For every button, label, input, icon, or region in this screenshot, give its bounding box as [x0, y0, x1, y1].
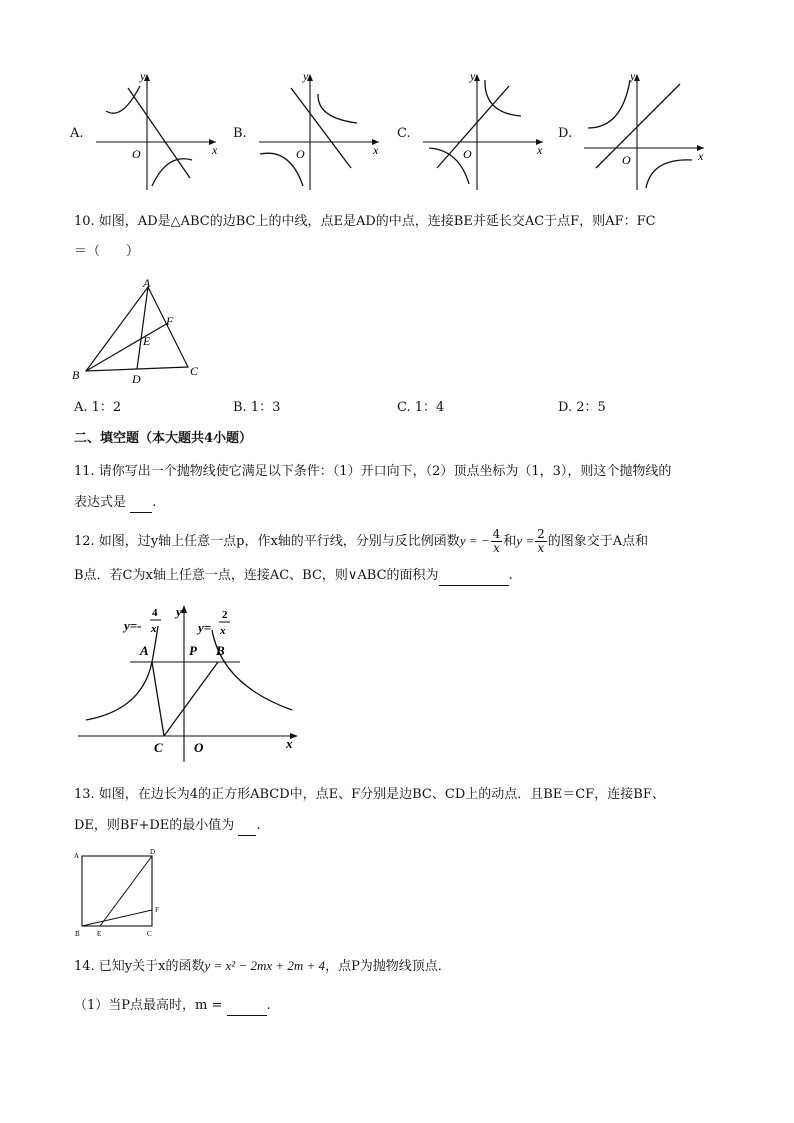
svg-text:O: O — [463, 147, 472, 161]
svg-text:x: x — [220, 625, 226, 637]
svg-text:P: P — [189, 643, 197, 658]
q9-option-a-label: A. — [70, 126, 84, 141]
svg-text:E: E — [143, 334, 151, 348]
svg-text:F: F — [155, 906, 159, 914]
q12-line2: B点．若C为x轴上任意一点，连接AC、BC，则∨ABC的面积为 . — [74, 566, 513, 586]
line-graph — [437, 86, 509, 168]
svg-text:y: y — [470, 69, 476, 83]
q9-option-d-graph — [580, 68, 705, 192]
hyperbola-branch-1 — [588, 80, 630, 128]
svg-text:F: F — [166, 314, 174, 328]
q9-option-c-graph — [419, 68, 544, 192]
svg-text:C: C — [147, 930, 152, 938]
hyperbola-right — [212, 630, 292, 710]
q9-option-a-graph — [92, 68, 217, 192]
q13-line2: DE，则BF+DE的最小值为 . — [74, 816, 261, 836]
q10-triangle-figure — [70, 275, 210, 390]
svg-text:y: y — [630, 69, 636, 83]
svg-text:D: D — [150, 848, 156, 856]
svg-text:O: O — [194, 740, 204, 755]
q9-option-d-label: D. — [558, 126, 573, 141]
svg-text:4: 4 — [152, 607, 158, 619]
svg-text:B: B — [72, 368, 80, 382]
svg-text:y: y — [176, 604, 182, 619]
svg-text:E: E — [97, 930, 102, 938]
segment-bf — [86, 323, 168, 371]
q14-answer-blank[interactable] — [227, 1001, 267, 1016]
q14-function: y = x² − 2mx + 2m + 4 — [204, 958, 326, 973]
q11-line1: 11. 请你写出一个抛物线使它满足以下条件：（1）开口向下，（2）顶点坐标为（1，3），则这个抛物线的 — [74, 464, 672, 479]
svg-text:x: x — [373, 143, 379, 157]
q11-answer-blank[interactable] — [130, 498, 152, 513]
line-graph — [596, 84, 680, 168]
hyperbola-branch-2 — [646, 160, 692, 188]
svg-text:x: x — [151, 623, 157, 635]
square-abcd — [82, 856, 152, 926]
q13-square-figure — [72, 848, 167, 940]
segment-ac — [152, 662, 164, 736]
svg-text:A: A — [74, 852, 80, 860]
svg-text:y: y — [303, 69, 309, 83]
q14-part1: （1）当P点最高时，m = . — [74, 996, 271, 1016]
svg-text:x: x — [537, 143, 543, 157]
svg-text:y=-: y=- — [124, 618, 142, 633]
hyperbola-branch-1 — [106, 86, 140, 113]
svg-text:B: B — [216, 643, 225, 658]
svg-text:A: A — [140, 643, 149, 658]
q10-choice-b[interactable]: B. 1：3 — [233, 400, 281, 415]
fraction-2-over-x: $\frac{2}{x}$ — [537, 527, 545, 555]
svg-text:y: y — [140, 69, 146, 83]
q14-line1: 14. 已知y关于x的函数y = x² − 2mx + 2m + 4，点P为抛物线顶点． — [74, 958, 451, 974]
svg-text:x: x — [286, 736, 293, 751]
svg-text:B: B — [75, 930, 80, 938]
svg-text:O: O — [132, 147, 141, 161]
q9-option-c-label: C. — [397, 126, 411, 141]
q11-line2: 表达式是 . — [74, 493, 156, 513]
svg-text:C: C — [190, 364, 199, 378]
q10-choice-c[interactable]: C. 1：4 — [397, 400, 445, 415]
q12-answer-blank[interactable] — [439, 571, 509, 586]
q13-answer-blank[interactable] — [238, 821, 256, 836]
line-graph — [128, 88, 190, 178]
hyperbola-left — [86, 626, 158, 720]
svg-text:x: x — [212, 143, 217, 157]
q10-choice-d[interactable]: D. 2：5 — [558, 400, 606, 415]
svg-text:O: O — [622, 153, 631, 167]
svg-text:x: x — [698, 149, 704, 163]
hyperbola-branch-1 — [318, 94, 357, 123]
svg-text:C: C — [154, 740, 163, 755]
q10-stem-line1: 10. 如图，AD是△ABC的边BC上的中线，点E是AD的中点，连接BE并延长交AC于点F，则AF：FC — [74, 214, 656, 229]
fraction-4-over-x: $\frac{4}{x}$ — [492, 527, 501, 555]
triangle-abc — [86, 287, 188, 371]
segment-bc — [164, 662, 218, 736]
svg-text:O: O — [296, 147, 305, 161]
q10-stem-line2: ＝（ ） — [74, 244, 140, 259]
svg-text:2: 2 — [222, 609, 228, 621]
q12-line1: 12. 如图，过y轴上任意一点p，作x轴的平行线，分别与反比例函数y = − $\frac{4}{x}$ 和y = $\frac{2}{x}$ 的图象交于A点和 — [74, 527, 649, 555]
svg-text:y=: y= — [198, 620, 212, 635]
hyperbola-branch-1 — [485, 80, 521, 116]
svg-text:D: D — [132, 372, 141, 386]
q13-line1: 13. 如图，在边长为4的正方形ABCD中，点E、F分别是边BC、CD上的动点．且BE＝CF，连接BF、 — [74, 787, 665, 802]
q9-options-row — [70, 68, 710, 194]
svg-text:A: A — [143, 276, 151, 290]
q12-hyperbola-figure — [72, 600, 307, 765]
section-title-fill-in: 二、填空题（本大题共4小题） — [74, 431, 253, 446]
q9-option-b-label: B. — [233, 126, 247, 141]
segment-bf — [82, 910, 152, 926]
q10-choice-a[interactable]: A. 1：2 — [74, 400, 122, 415]
q9-option-b-graph — [255, 68, 380, 192]
